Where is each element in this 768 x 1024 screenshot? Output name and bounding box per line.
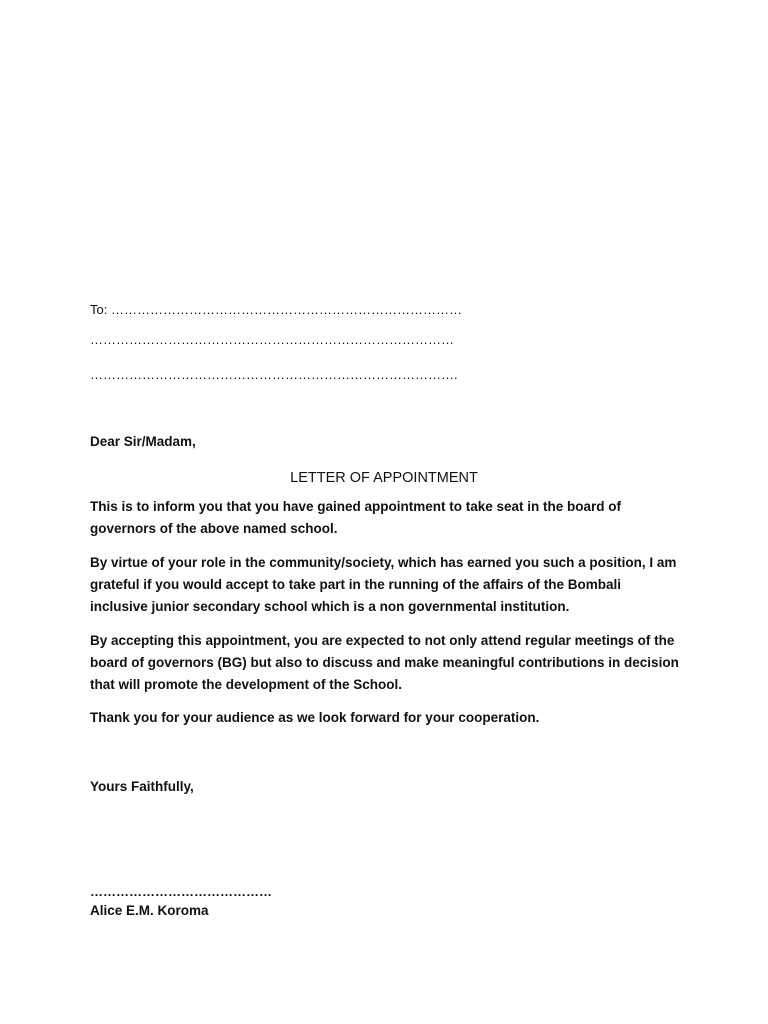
paragraph-2: By virtue of your role in the community/society, which has earned you such a position, I am grateful if you would accept to take part in the running of the affairs of the Bombali inclusive junior secondary school which is a non governmental institution. [90,555,677,614]
paragraph-3: By accepting this appointment, you are expected to not only attend regular meetings of the board of governors (BG) but also to discuss and make meaningful contributions in decision that will promote the development of the School. [90,633,679,692]
address-line-1: To: ……………………………………………………………………… [90,302,462,317]
address-line-3: …………………………………………………………………………. [90,367,458,382]
paragraph-1: This is to inform you that you have gained appointment to take seat in the board of governors of the above named school. [90,499,622,536]
signature-line: …………………………………… [90,884,272,899]
address-line-2: ………………………………………………………………………… [90,332,454,347]
signatory-name: Alice E.M. Koroma [90,903,209,918]
closing: Yours Faithfully, [90,779,194,794]
paragraph-4: Thank you for your audience as we look forward for your cooperation. [90,710,540,725]
salutation: Dear Sir/Madam, [90,434,196,449]
letter-title: LETTER OF APPOINTMENT [290,470,478,486]
